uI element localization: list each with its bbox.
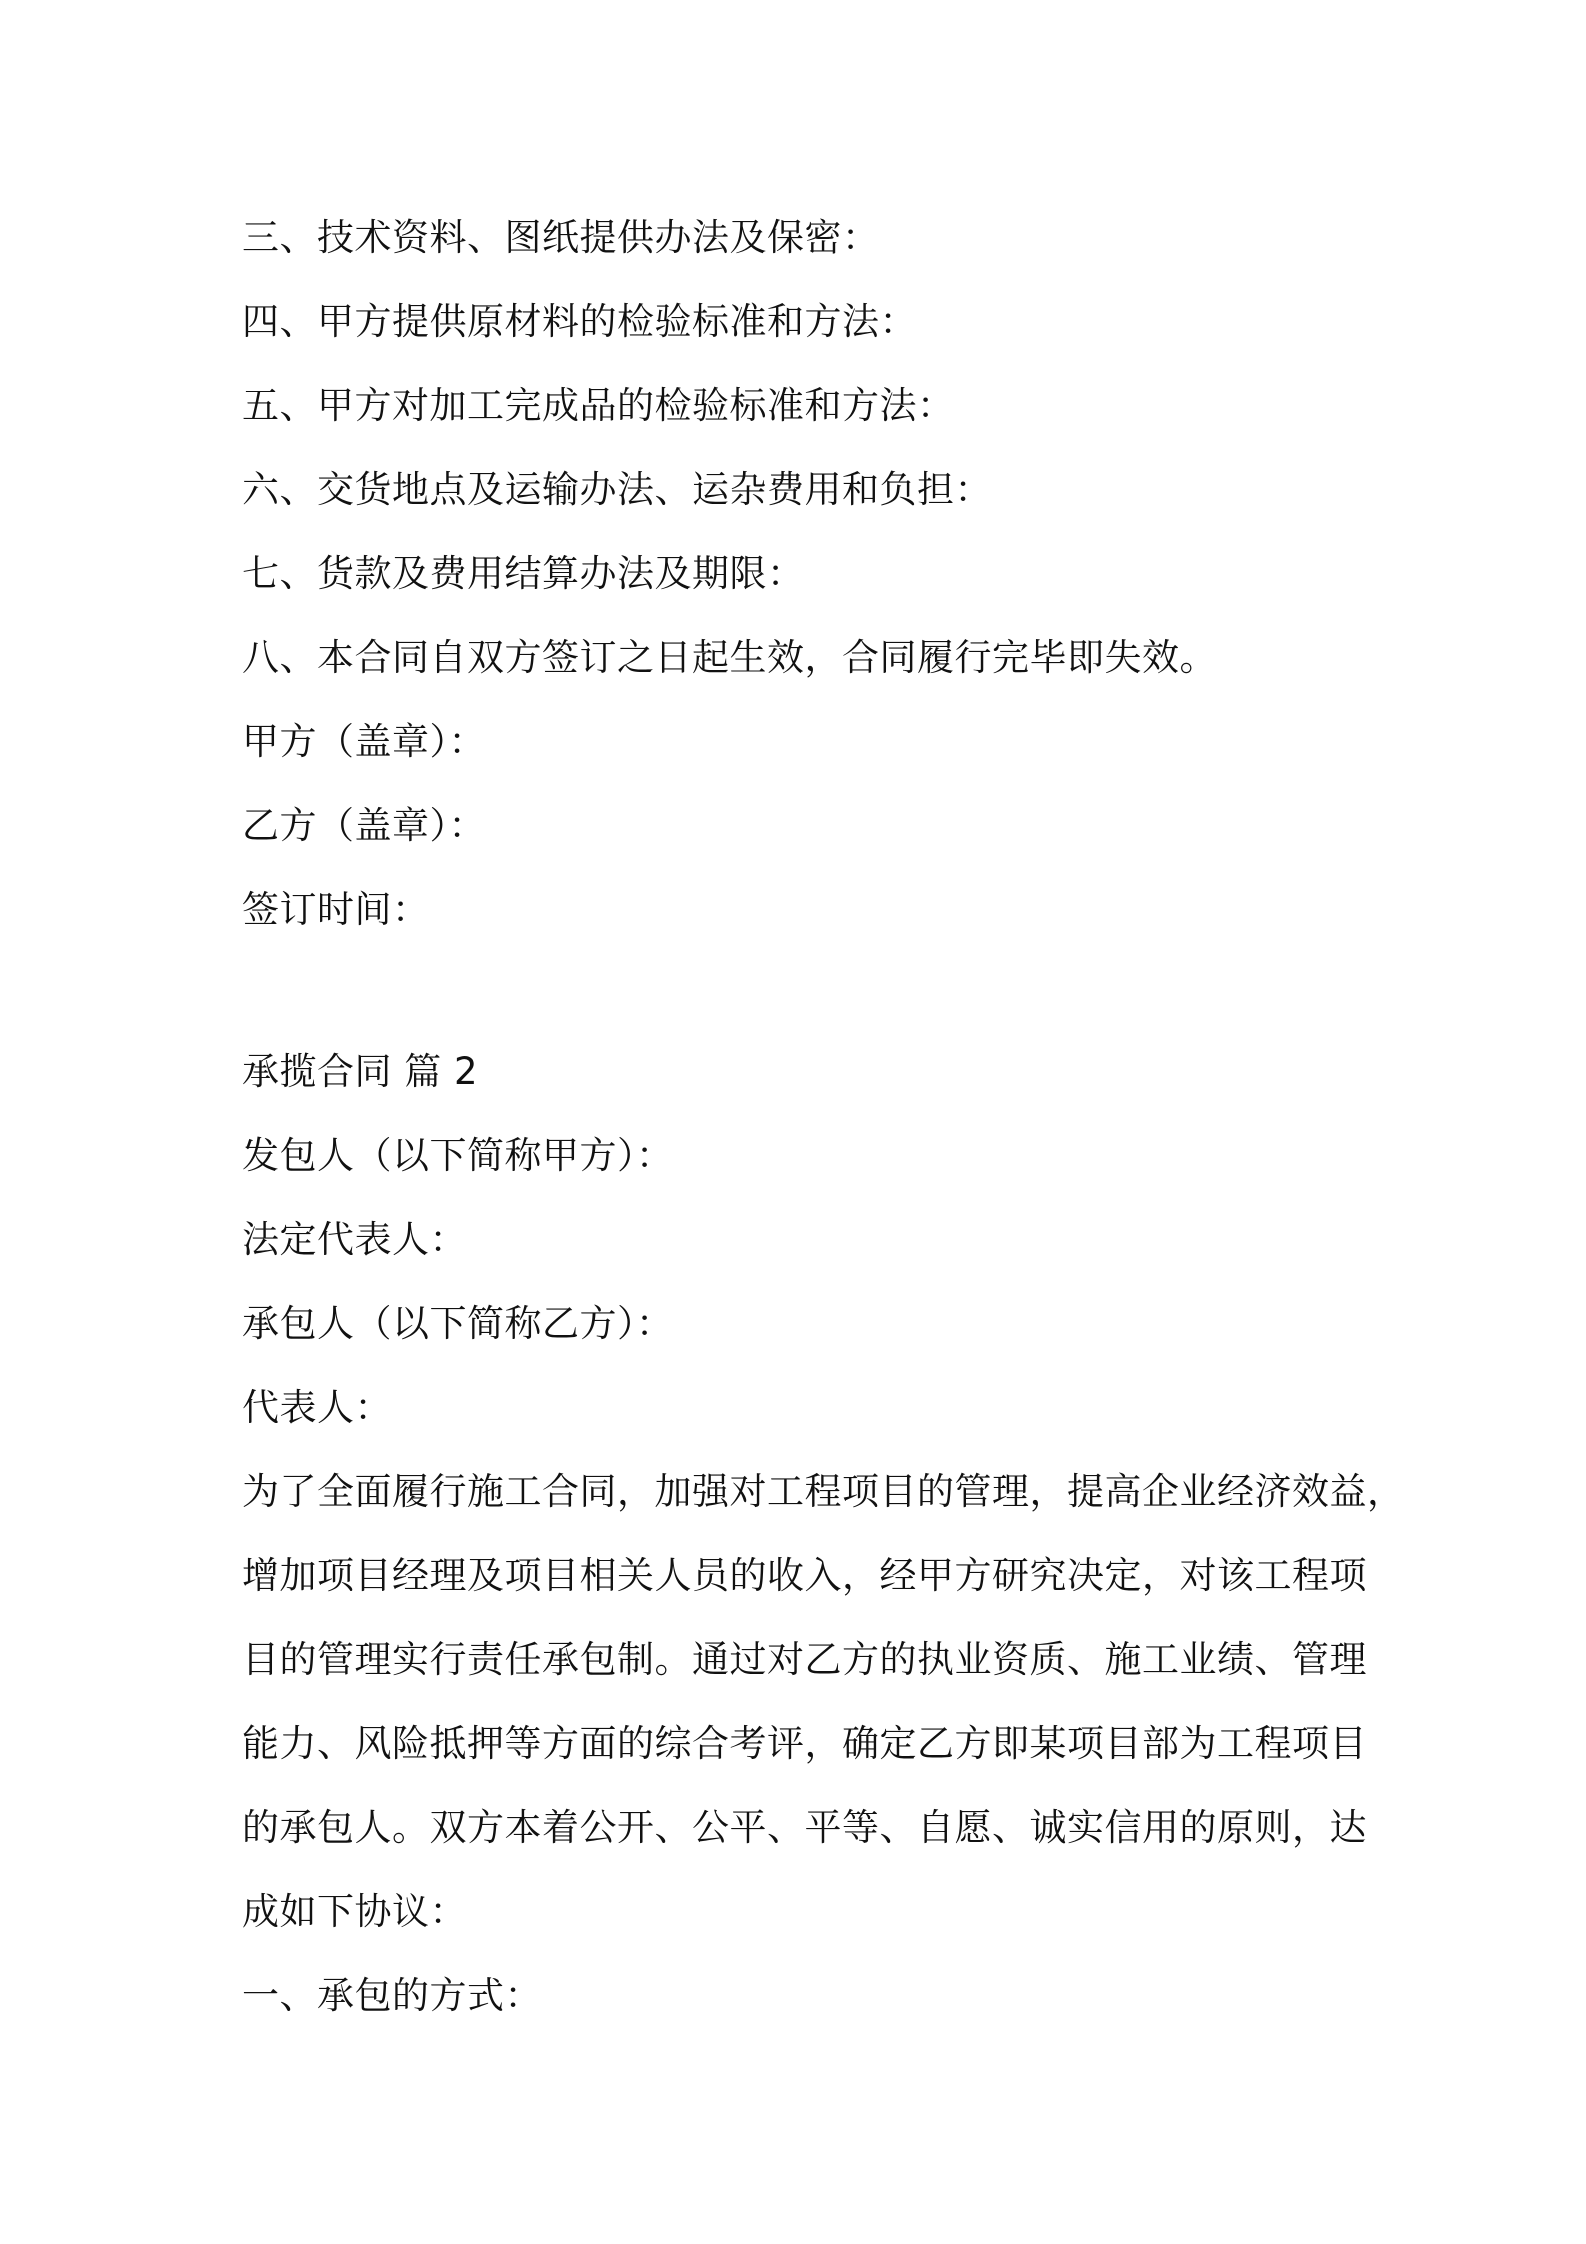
clause-eight: 八、本合同自双方签订之日起生效，合同履行完毕即失效。 xyxy=(242,636,1217,679)
legal-representative-label: 法定代表人： xyxy=(242,1218,467,1261)
sign-time: 签订时间： xyxy=(242,888,430,931)
contractor-label: 承包人（以下简称乙方）： xyxy=(242,1302,674,1345)
clause-six: 六、交货地点及运输办法、运杂费用和负担： xyxy=(242,468,992,511)
clause-one: 一、承包的方式： xyxy=(242,1974,542,2017)
document-body xyxy=(242,196,1405,2038)
employer-label: 发包人（以下简称甲方）： xyxy=(242,1134,674,1177)
clause-three: 三、技术资料、图纸提供办法及保密： xyxy=(242,216,880,259)
intro-line: 的承包人。双方本着公开、公平、平等、自愿、诚实信用的原则，达 xyxy=(242,1806,1367,1849)
intro-paragraph xyxy=(242,1450,1405,1954)
party-a-seal: 甲方（盖章）： xyxy=(242,720,486,763)
intro-line: 成如下协议： xyxy=(242,1890,467,1933)
clause-seven: 七、货款及费用结算办法及期限： xyxy=(242,552,805,595)
intro-line: 增加项目经理及项目相关人员的收入，经甲方研究决定，对该工程项 xyxy=(242,1554,1367,1597)
clause-five: 五、甲方对加工完成品的检验标准和方法： xyxy=(242,384,955,427)
clause-four: 四、甲方提供原材料的检验标准和方法： xyxy=(242,300,917,343)
section-heading: 承揽合同 篇 2 xyxy=(242,1050,479,1093)
party-b-seal: 乙方（盖章）： xyxy=(242,804,486,847)
intro-line: 能力、风险抵押等方面的综合考评，确定乙方即某项目部为工程项目 xyxy=(242,1722,1367,1765)
representative-label: 代表人： xyxy=(242,1386,392,1429)
section-gap xyxy=(242,952,1362,1030)
intro-line: 目的管理实行责任承包制。通过对乙方的执业资质、施工业绩、管理 xyxy=(242,1638,1367,1681)
intro-line: 为了全面履行施工合同，加强对工程项目的管理，提高企业经济效益， xyxy=(242,1470,1405,1513)
